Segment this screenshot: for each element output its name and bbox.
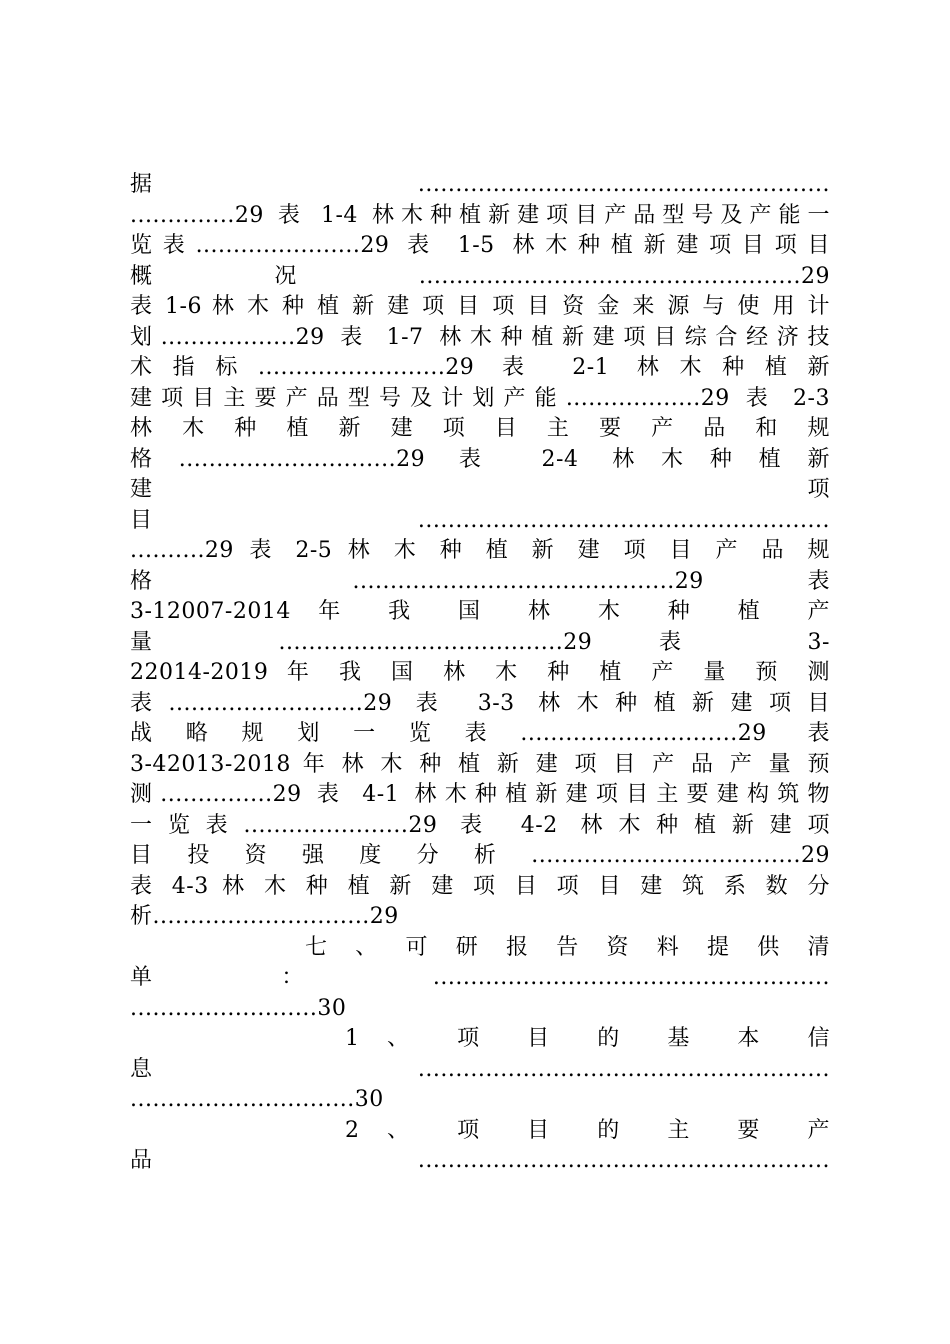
toc-line: 一览表......................29 表 4-2 林木种植新建项 [130,812,830,838]
toc-line: 3-42013-2018 年 林 木 种 植 新 建 项 目 产 品 产 量 预 [130,751,830,777]
toc-line: 目投资强度分析....................................29 [130,843,830,868]
toc-line: ..........29 表 2-5 林 木 种 植 新 建 项 目 产 品 规 [130,538,830,563]
toc-line: ..............29 表 1-4 林木种植新建项目产品型号及产能一 [130,202,830,228]
toc-line: 览表......................29 表 1-5 林木种植新建项目项目 [130,233,830,258]
toc-line: 表..........................29 表 3-3 林木种植新建项目 [130,690,830,716]
toc-line: 测...............29 表 4-1 林木种植新建项目主要建构筑物 [130,782,830,807]
toc-line: 22014-2019 年 我 国 林 木 种 植 产 量 预 测 [130,660,830,685]
toc-line: 品....................................................... [130,1148,830,1173]
toc-line: 析.............................29 [130,904,399,929]
toc-line: 概 况 ...................................................29 [130,263,830,289]
toc-line: 划..................29 表 1-7 林木种植新建项目综合经济技 [130,324,830,350]
toc-line: 格 ...........................................29 表 [130,568,830,594]
toc-line: 七 、 可 研 报 告 资 料 提 供 清 [305,934,830,960]
toc-line: ..............................30 [130,1087,384,1112]
toc-line: .........................30 [130,995,347,1021]
toc-line: 量 ......................................29 表 3- [130,629,830,655]
toc-line: 术指标.........................29 表 2-1 林木种植新 [130,355,830,380]
toc-line: 目....................................................... [130,507,830,533]
toc-line: 林 木 种 植 新 建 项 目 主 要 产 品 和 规 [130,416,830,441]
toc-line: 2 、 项 目 的 主 要 产 [345,1117,830,1143]
toc-line: 息....................................................... [130,1056,830,1082]
toc-line: 战略规划一览表.............................29 表 [130,721,830,746]
toc-line: 单：..................................................... [130,965,830,990]
toc-line: 格.............................29 表 2-4 林木种植新 [130,446,830,472]
toc-line: 1 、 项 目 的 基 本 信 [345,1026,830,1051]
toc-line: 3-12007-2014 年 我 国 林 木 种 植 产 [130,599,830,624]
toc-page [130,170,830,1177]
toc-line: 表 1-6 林 木 种 植 新 建 项 目 项 目 资 金 来 源 与 使 用 计 [130,294,830,319]
toc-line: 建 项 [130,477,830,502]
toc-line: 表 4-3 林 木 种 植 新 建 项 目 项 目 建 筑 系 数 分 [130,873,830,899]
toc-line: 据....................................................... [130,172,830,197]
toc-line: 建项目主要产品型号及计划产能..................29 表 2-3 [130,385,830,411]
